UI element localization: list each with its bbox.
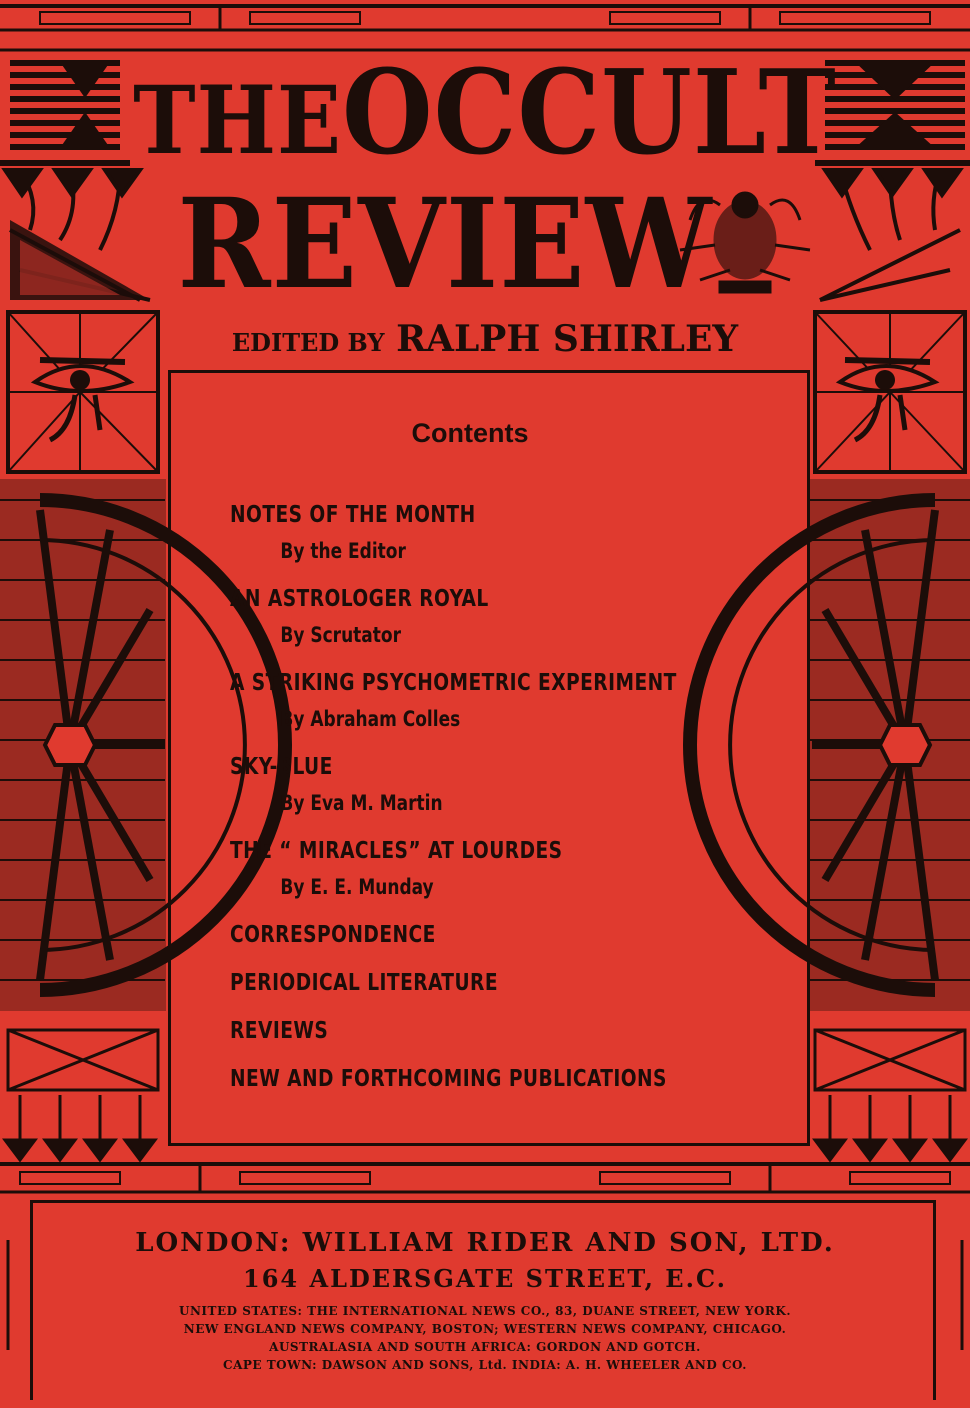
- masthead-title-line-1: [0, 43, 970, 182]
- agents-line: UNITED STATES: THE INTERNATIONAL NEWS CO., 83, DUANE STREET, NEW YORK.: [178, 1304, 791, 1318]
- agents-line: AUSTRALASIA AND SOUTH AFRICA: GORDON AND GOTCH.: [269, 1340, 701, 1354]
- toc-entry-title: SKY-BLUE: [230, 754, 333, 780]
- right-lower-ornament: [815, 1030, 965, 1160]
- toc-entry-author: By Abraham Colles: [280, 707, 461, 731]
- publisher-address: 164 ALDERSGATE STREET, E.C.: [243, 1264, 727, 1293]
- left-lower-ornament: [5, 1030, 158, 1160]
- toc-entry: [230, 916, 790, 954]
- editor-name: RALPH SHIRLEY: [396, 318, 739, 360]
- toc-entry-title: AN ASTROLOGER ROYAL: [230, 586, 489, 612]
- toc-entry-title: A STRIKING PSYCHOMETRIC EXPERIMENT: [230, 670, 677, 696]
- toc-entry: [230, 964, 790, 1002]
- toc-entry: [230, 832, 790, 904]
- toc-entry-title: CORRESPONDENCE: [230, 922, 436, 948]
- table-of-contents: [230, 496, 790, 1108]
- toc-entry: [230, 664, 790, 736]
- agents-line: NEW ENGLAND NEWS COMPANY, BOSTON; WESTERN NEWS COMPANY, CHICAGO.: [183, 1322, 787, 1336]
- toc-entry: [230, 1012, 790, 1050]
- toc-entry-title: NEW AND FORTHCOMING PUBLICATIONS: [230, 1066, 667, 1092]
- masthead-title-line-2: REVIEW: [177, 172, 713, 317]
- toc-entry-author: By Eva M. Martin: [280, 791, 443, 815]
- agents-line: CAPE TOWN: DAWSON AND SONS, Ltd. INDIA: A. H. WHEELER AND CO.: [223, 1358, 747, 1372]
- masthead-the: THE: [133, 64, 343, 176]
- toc-entry-author: By E. E. Munday: [280, 875, 434, 899]
- toc-entry-title: PERIODICAL LITERATURE: [230, 970, 498, 996]
- contents-heading: Contents: [411, 418, 529, 448]
- toc-entry-author: By Scrutator: [280, 623, 401, 647]
- toc-entry: [230, 1060, 790, 1098]
- editor-credit: [0, 318, 970, 360]
- toc-entry-title: NOTES OF THE MONTH: [230, 502, 476, 528]
- toc-entry-author: By the Editor: [280, 539, 406, 563]
- toc-entry-title: THE “ MIRACLES” AT LOURDES: [230, 838, 563, 864]
- publisher-name: LONDON: WILLIAM RIDER AND SON, LTD.: [135, 1228, 835, 1258]
- toc-entry: [230, 580, 790, 652]
- toc-entry: [230, 496, 790, 568]
- masthead-occult: OCCULT: [342, 43, 837, 181]
- toc-entry-title: REVIEWS: [230, 1018, 329, 1044]
- edited-by-label: EDITED BY: [231, 328, 385, 357]
- toc-entry: [230, 748, 790, 820]
